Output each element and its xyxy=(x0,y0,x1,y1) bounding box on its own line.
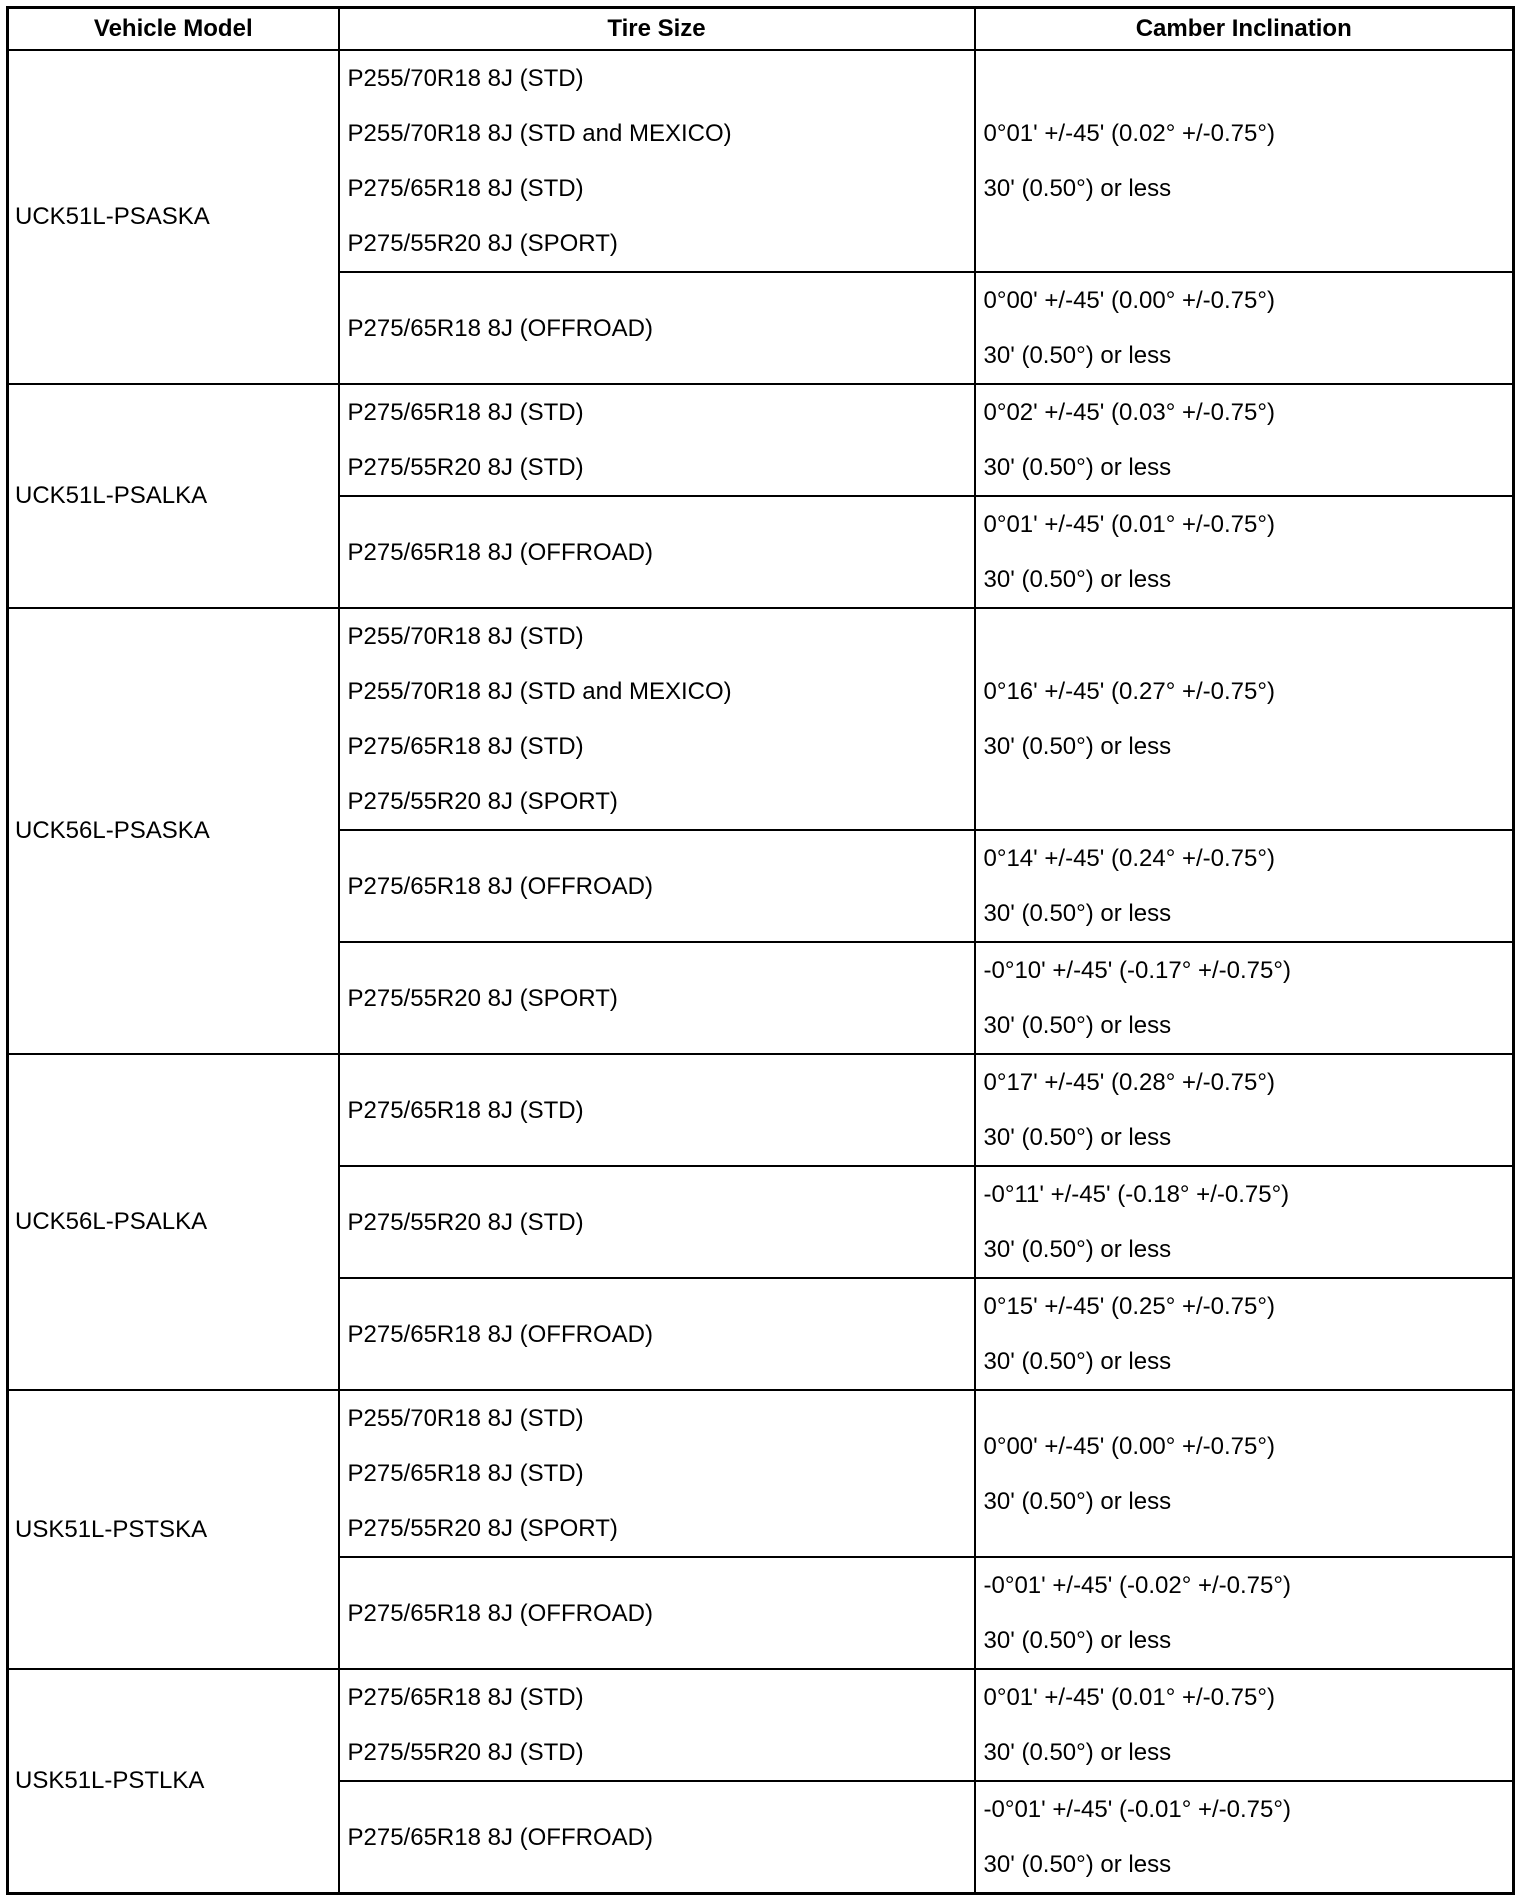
tire-size-cell xyxy=(339,1054,975,1166)
camber-value-text: -0°01' +/-45' (-0.02° +/-0.75°) xyxy=(983,1572,1291,1599)
camber-inclination-cell xyxy=(975,384,1514,496)
camber-inclination-cell xyxy=(975,496,1514,608)
table-row xyxy=(8,384,1514,496)
vehicle-model-cell: USK51L-PSTSKA xyxy=(8,1390,339,1669)
tire-size-cell xyxy=(339,1781,975,1894)
camber-tolerance-text: 30' (0.50°) or less xyxy=(983,1348,1172,1375)
tire-size-cell xyxy=(339,830,975,942)
header-row xyxy=(8,8,1514,51)
tire-size-text: P275/65R18 8J (STD) xyxy=(347,1684,584,1711)
camber-inclination-cell xyxy=(975,830,1514,942)
header-vehicle-model: Vehicle Model xyxy=(8,8,339,51)
vehicle-model-cell: UCK51L-PSALKA xyxy=(8,384,339,608)
table-row xyxy=(8,608,1514,830)
camber-inclination-cell xyxy=(975,1669,1514,1781)
tire-size-cell xyxy=(339,942,975,1054)
camber-spec-table xyxy=(6,6,1515,1895)
camber-value-text: 0°15' +/-45' (0.25° +/-0.75°) xyxy=(983,1293,1275,1320)
header-camber-inclination: Camber Inclination xyxy=(975,8,1514,51)
camber-tolerance-text: 30' (0.50°) or less xyxy=(983,454,1172,481)
camber-tolerance-text: 30' (0.50°) or less xyxy=(983,1487,1172,1515)
tire-size-cell xyxy=(339,272,975,384)
table-row xyxy=(8,1669,1514,1781)
tire-size-text: P275/65R18 8J (OFFROAD) xyxy=(347,1823,653,1851)
table-row xyxy=(8,50,1514,272)
camber-inclination-cell xyxy=(975,1278,1514,1390)
tire-size-cell xyxy=(339,1557,975,1669)
camber-inclination-cell xyxy=(975,50,1514,272)
tire-size-text: P275/65R18 8J (OFFROAD) xyxy=(347,872,653,900)
camber-value-text: 0°00' +/-45' (0.00° +/-0.75°) xyxy=(983,1432,1275,1460)
tire-size-text: P275/55R20 8J (SPORT) xyxy=(347,1515,618,1542)
camber-tolerance-text: 30' (0.50°) or less xyxy=(983,175,1172,202)
tire-size-text: P275/55R20 8J (SPORT) xyxy=(347,788,618,815)
camber-inclination-cell xyxy=(975,1054,1514,1166)
header-tire-size: Tire Size xyxy=(339,8,975,51)
tire-size-text: P275/65R18 8J (STD) xyxy=(347,399,584,426)
tire-size-cell xyxy=(339,384,975,496)
tire-size-text: P275/65R18 8J (OFFROAD) xyxy=(347,538,653,566)
tire-size-cell xyxy=(339,496,975,608)
tire-size-text: P275/65R18 8J (STD) xyxy=(347,1460,584,1487)
tire-size-cell xyxy=(339,1278,975,1390)
tire-size-text: P275/55R20 8J (STD) xyxy=(347,454,584,481)
tire-size-text: P255/70R18 8J (STD and MEXICO) xyxy=(347,678,732,705)
camber-inclination-cell xyxy=(975,272,1514,384)
camber-tolerance-text: 30' (0.50°) or less xyxy=(983,1236,1172,1263)
camber-tolerance-text: 30' (0.50°) or less xyxy=(983,900,1172,927)
camber-tolerance-text: 30' (0.50°) or less xyxy=(983,1851,1172,1878)
tire-size-cell xyxy=(339,1390,975,1557)
camber-tolerance-text: 30' (0.50°) or less xyxy=(983,342,1172,369)
camber-value-text: -0°01' +/-45' (-0.01° +/-0.75°) xyxy=(983,1796,1291,1823)
camber-inclination-cell xyxy=(975,942,1514,1054)
vehicle-model-cell: USK51L-PSTLKA xyxy=(8,1669,339,1894)
tire-size-text: P275/65R18 8J (STD) xyxy=(347,733,584,760)
tire-size-text: P255/70R18 8J (STD) xyxy=(347,623,584,650)
camber-tolerance-text: 30' (0.50°) or less xyxy=(983,1124,1172,1151)
tire-size-text: P275/55R20 8J (SPORT) xyxy=(347,984,618,1012)
camber-tolerance-text: 30' (0.50°) or less xyxy=(983,1627,1172,1654)
camber-value-text: -0°10' +/-45' (-0.17° +/-0.75°) xyxy=(983,957,1291,984)
tire-size-text: P275/55R20 8J (SPORT) xyxy=(347,230,618,257)
camber-value-text: 0°14' +/-45' (0.24° +/-0.75°) xyxy=(983,845,1275,872)
tire-size-text: P275/65R18 8J (STD) xyxy=(347,1096,584,1124)
camber-inclination-cell xyxy=(975,1166,1514,1278)
camber-inclination-cell xyxy=(975,1781,1514,1894)
table-row xyxy=(8,1054,1514,1166)
camber-tolerance-text: 30' (0.50°) or less xyxy=(983,733,1172,760)
vehicle-model-cell: UCK56L-PSALKA xyxy=(8,1054,339,1390)
tire-size-text: P275/65R18 8J (OFFROAD) xyxy=(347,1599,653,1627)
camber-value-text: 0°16' +/-45' (0.27° +/-0.75°) xyxy=(983,678,1275,705)
camber-value-text: 0°01' +/-45' (0.02° +/-0.75°) xyxy=(983,120,1275,147)
camber-inclination-cell xyxy=(975,1390,1514,1557)
camber-value-text: 0°17' +/-45' (0.28° +/-0.75°) xyxy=(983,1069,1275,1096)
camber-tolerance-text: 30' (0.50°) or less xyxy=(983,1739,1172,1766)
tire-size-text: P275/55R20 8J (STD) xyxy=(347,1208,584,1236)
camber-inclination-cell xyxy=(975,1557,1514,1669)
tire-size-cell xyxy=(339,1669,975,1781)
camber-tolerance-text: 30' (0.50°) or less xyxy=(983,1012,1172,1039)
camber-value-text: 0°01' +/-45' (0.01° +/-0.75°) xyxy=(983,511,1275,538)
camber-value-text: -0°11' +/-45' (-0.18° +/-0.75°) xyxy=(983,1181,1290,1208)
tire-size-text: P255/70R18 8J (STD) xyxy=(347,1405,584,1432)
camber-tolerance-text: 30' (0.50°) or less xyxy=(983,566,1172,593)
tire-size-text: P275/65R18 8J (OFFROAD) xyxy=(347,1320,653,1348)
camber-inclination-cell xyxy=(975,608,1514,830)
tire-size-text: P255/70R18 8J (STD) xyxy=(347,65,584,92)
camber-value-text: 0°01' +/-45' (0.01° +/-0.75°) xyxy=(983,1684,1275,1711)
tire-size-text: P275/65R18 8J (OFFROAD) xyxy=(347,314,653,342)
camber-value-text: 0°02' +/-45' (0.03° +/-0.75°) xyxy=(983,399,1275,426)
camber-value-text: 0°00' +/-45' (0.00° +/-0.75°) xyxy=(983,287,1275,314)
table-row xyxy=(8,1390,1514,1557)
table-body xyxy=(8,50,1514,1894)
tire-size-cell xyxy=(339,608,975,830)
tire-size-text: P275/55R20 8J (STD) xyxy=(347,1739,584,1766)
tire-size-cell xyxy=(339,50,975,272)
table-header xyxy=(8,8,1514,51)
vehicle-model-cell: UCK51L-PSASKA xyxy=(8,50,339,384)
tire-size-text: P255/70R18 8J (STD and MEXICO) xyxy=(347,120,732,147)
tire-size-cell xyxy=(339,1166,975,1278)
vehicle-model-cell: UCK56L-PSASKA xyxy=(8,608,339,1054)
tire-size-text: P275/65R18 8J (STD) xyxy=(347,175,584,202)
